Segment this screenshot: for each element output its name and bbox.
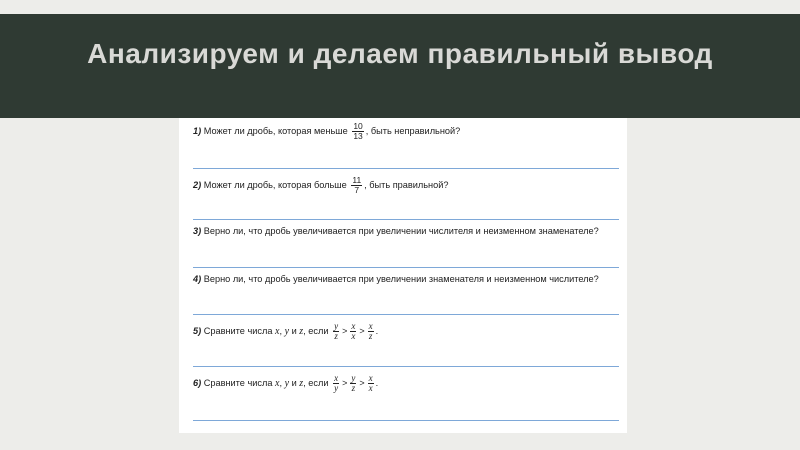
question-text: Сравните числа (203, 377, 273, 388)
question-6 (193, 374, 619, 393)
condition-word: , если (303, 325, 329, 336)
question-text-end: , быть неправильной? (365, 125, 461, 136)
question-1 (193, 122, 619, 141)
question-text: Верно ли, что дробь увеличивается при увеличении знаменателя и неизменном числителе? (203, 274, 599, 284)
conjunction: и (291, 377, 297, 388)
greater-than: > (359, 377, 365, 388)
fraction-numerator: x (368, 321, 373, 331)
fraction (368, 374, 374, 393)
question-number: 4) (193, 274, 202, 284)
fraction-denominator: z (368, 331, 373, 341)
comma: , (279, 377, 283, 388)
fraction (333, 374, 339, 393)
variable-y: y (284, 325, 290, 337)
fraction-denominator: x (351, 331, 356, 341)
question-text: Верно ли, что дробь увеличивается при увеличении числителя и неизменном знаменателе? (203, 226, 599, 236)
fraction-numerator: y (351, 373, 356, 383)
question-text: Сравните числа (203, 325, 273, 336)
answer-line-6[interactable] (193, 420, 619, 421)
answer-line-5[interactable] (193, 366, 619, 367)
question-text: Может ли дробь, которая больше (203, 179, 347, 190)
period: . (375, 377, 379, 388)
question-2 (193, 176, 619, 195)
period: . (375, 325, 379, 336)
greater-than: > (359, 325, 365, 336)
question-number: 2) (193, 179, 202, 190)
variable-x: x (275, 377, 280, 389)
fraction (368, 322, 374, 341)
question-number: 3) (193, 226, 202, 236)
fraction-numerator: 10 (353, 121, 363, 131)
slide-title: Анализируем и делаем правильный вывод (87, 38, 713, 69)
question-number: 5) (193, 325, 202, 336)
variable-x: x (275, 325, 280, 337)
variable-y: y (284, 377, 290, 389)
fraction-denominator: x (368, 383, 373, 393)
question-4 (193, 273, 619, 285)
greater-than: > (342, 377, 348, 388)
fraction (333, 322, 339, 341)
answer-line-4[interactable] (193, 314, 619, 315)
fraction (350, 374, 356, 393)
fraction-denominator: 7 (354, 185, 360, 195)
fraction-denominator: y (334, 383, 339, 393)
answer-line-3[interactable] (193, 267, 619, 268)
comma: , (279, 325, 283, 336)
fraction-numerator: x (368, 373, 373, 383)
greater-than: > (342, 325, 348, 336)
fraction (351, 176, 362, 195)
question-text: Может ли дробь, которая меньше (203, 125, 348, 136)
fraction-denominator: z (351, 383, 356, 393)
fraction-numerator: x (351, 321, 356, 331)
question-3 (193, 225, 619, 237)
question-5 (193, 322, 619, 341)
fraction (352, 122, 363, 141)
fraction-numerator: y (334, 321, 339, 331)
answer-line-1[interactable] (193, 168, 619, 169)
worksheet-image (179, 118, 627, 433)
question-number: 6) (193, 377, 202, 388)
conjunction: и (291, 325, 297, 336)
variable-z: z (299, 377, 304, 389)
question-number: 1) (193, 125, 202, 136)
fraction (350, 322, 356, 341)
fraction-numerator: x (334, 373, 339, 383)
fraction-denominator: 13 (353, 131, 363, 141)
variable-z: z (299, 325, 304, 337)
condition-word: , если (303, 377, 329, 388)
answer-line-2[interactable] (193, 219, 619, 220)
fraction-numerator: 11 (352, 175, 362, 185)
fraction-denominator: z (334, 331, 338, 341)
question-text-end: , быть правильной? (364, 179, 449, 190)
top-strip (0, 0, 800, 14)
